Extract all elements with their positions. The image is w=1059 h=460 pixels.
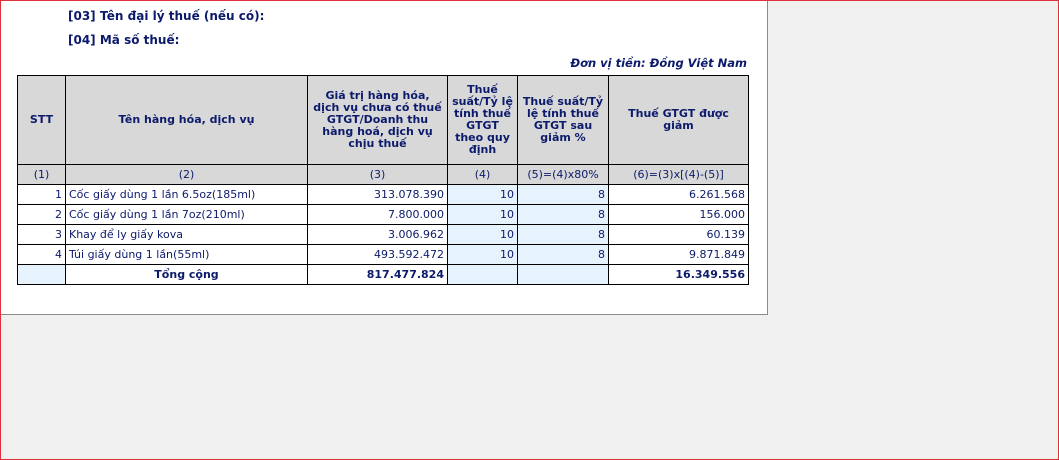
colnum-6: (6)=(3)x[(4)-(5)] xyxy=(609,165,749,185)
table-header-row xyxy=(18,76,749,165)
header-tax-reduced: Thuế GTGT được giảm xyxy=(609,76,749,165)
colnum-5: (5)=(4)x80% xyxy=(518,165,609,185)
header-reduced-rate: Thuế suất/Tỷ lệ tính thuế GTGT sau giảm % xyxy=(518,76,609,165)
declaration-panel xyxy=(1,1,768,315)
row-tax-reduced: 9.871.849 xyxy=(609,245,749,265)
total-tax-reduced: 16.349.556 xyxy=(609,265,749,285)
row-tax-reduced: 156.000 xyxy=(609,205,749,225)
row-reduced-rate[interactable]: 8 xyxy=(518,205,609,225)
row-value[interactable]: 493.592.472 xyxy=(308,245,448,265)
header-value: Giá trị hàng hóa, dịch vụ chưa có thuế GTGT/Doanh thu hàng hoá, dịch vụ chịu thuế xyxy=(308,76,448,165)
row-reduced-rate[interactable]: 8 xyxy=(518,245,609,265)
row-value[interactable]: 7.800.000 xyxy=(308,205,448,225)
colnum-2: (2) xyxy=(66,165,308,185)
table-row xyxy=(18,225,749,245)
colnum-1: (1) xyxy=(18,165,66,185)
table-row xyxy=(18,185,749,205)
row-goods-name[interactable]: Túi giấy dùng 1 lần(55ml) xyxy=(66,245,308,265)
agent-name-label: [03] Tên đại lý thuế (nếu có): xyxy=(68,9,265,23)
row-stt: 4 xyxy=(18,245,66,265)
row-goods-name[interactable]: Cốc giấy dùng 1 lần 6.5oz(185ml) xyxy=(66,185,308,205)
total-blank-stt xyxy=(18,265,66,285)
total-row xyxy=(18,265,749,285)
row-goods-name[interactable]: Khay để ly giấy kova xyxy=(66,225,308,245)
header-goods-name: Tên hàng hóa, dịch vụ xyxy=(66,76,308,165)
colnum-3: (3) xyxy=(308,165,448,185)
table-row xyxy=(18,205,749,225)
row-value[interactable]: 313.078.390 xyxy=(308,185,448,205)
currency-unit-note: Đơn vị tiền: Đồng Việt Nam xyxy=(570,56,747,70)
colnum-4: (4) xyxy=(448,165,518,185)
header-tax-rate: Thuế suất/Tỷ lệ tính thuế GTGT theo quy định xyxy=(448,76,518,165)
row-goods-name[interactable]: Cốc giấy dùng 1 lần 7oz(210ml) xyxy=(66,205,308,225)
row-reduced-rate[interactable]: 8 xyxy=(518,185,609,205)
row-tax-rate[interactable]: 10 xyxy=(448,245,518,265)
row-stt: 3 xyxy=(18,225,66,245)
row-stt: 2 xyxy=(18,205,66,225)
row-tax-reduced: 60.139 xyxy=(609,225,749,245)
row-tax-reduced: 6.261.568 xyxy=(609,185,749,205)
total-blank-reduced-rate xyxy=(518,265,609,285)
total-blank-rate xyxy=(448,265,518,285)
row-tax-rate[interactable]: 10 xyxy=(448,205,518,225)
row-reduced-rate[interactable]: 8 xyxy=(518,225,609,245)
header-stt: STT xyxy=(18,76,66,165)
row-tax-rate[interactable]: 10 xyxy=(448,185,518,205)
row-stt: 1 xyxy=(18,185,66,205)
total-value: 817.477.824 xyxy=(308,265,448,285)
tax-code-label: [04] Mã số thuế: xyxy=(68,33,180,47)
goods-tax-table xyxy=(17,75,749,285)
table-row xyxy=(18,245,749,265)
column-number-row xyxy=(18,165,749,185)
total-label: Tổng cộng xyxy=(66,265,308,285)
row-tax-rate[interactable]: 10 xyxy=(448,225,518,245)
row-value[interactable]: 3.006.962 xyxy=(308,225,448,245)
